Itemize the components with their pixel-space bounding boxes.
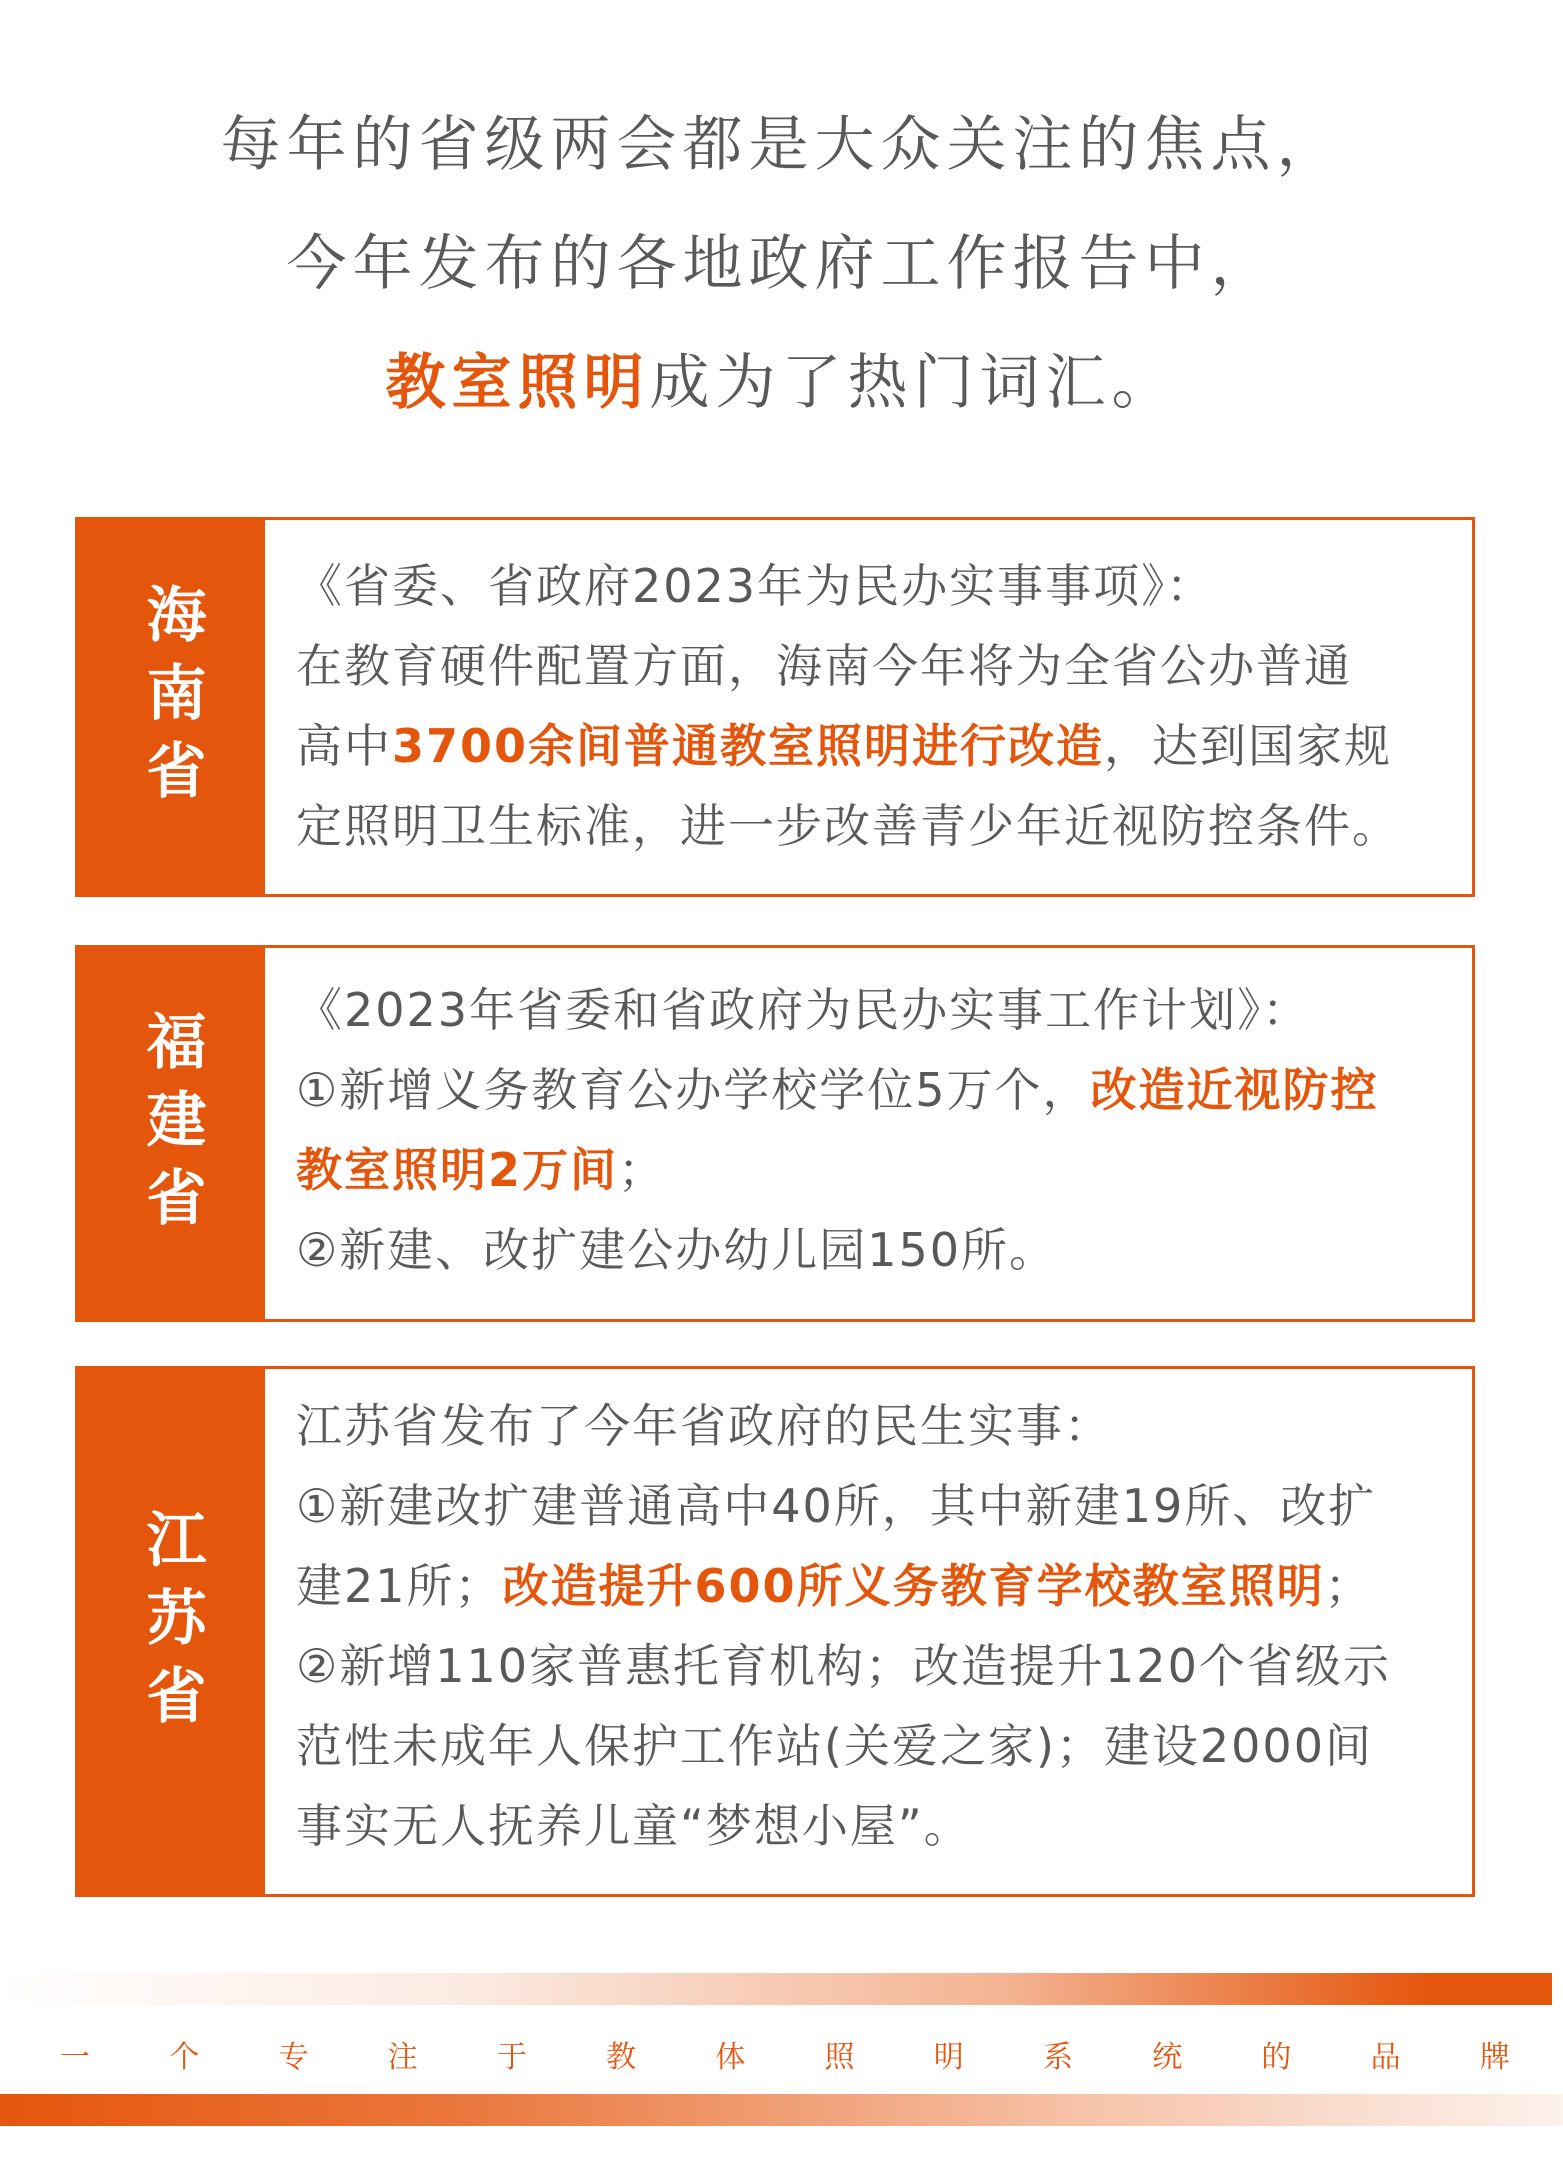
line-text: 定照明卫生标准，进一步改善青少年近视防控条件。 (296, 799, 1400, 853)
card-line (296, 1786, 1448, 1866)
line-text: 高中 (296, 719, 392, 773)
tagline-char: 牌 (1479, 2040, 1510, 2075)
card-line (296, 546, 1448, 626)
province-label (78, 1369, 265, 1894)
card-line (296, 970, 1448, 1050)
line-highlight: 教室照明2万间 (296, 1143, 619, 1197)
tagline-char: 照 (824, 2040, 855, 2075)
card-hainan (75, 517, 1475, 897)
tagline-char: 统 (1152, 2040, 1183, 2075)
line-text: 《省委、省政府2023年为民办实事事项》： (296, 559, 1215, 613)
tagline-char: 明 (933, 2040, 964, 2075)
line-text: 范性未成年人保护工作站(关爱之家)；建设2000间 (296, 1719, 1373, 1773)
headline-line-2: 今年发布的各地政府工作报告中， (286, 229, 1277, 299)
line-text: ②新建、改扩建公办幼儿园150所。 (296, 1223, 1058, 1277)
province-name: 福建省 (136, 1009, 207, 1244)
card-line (296, 1386, 1448, 1466)
card-line (296, 1546, 1448, 1626)
tagline-char: 一 (60, 2040, 90, 2075)
card-line (296, 1130, 1448, 1210)
card-body (296, 1369, 1448, 1866)
province-label (78, 948, 265, 1319)
tagline-char: 注 (387, 2040, 418, 2075)
card-body (296, 948, 1448, 1290)
card-line (296, 1626, 1448, 1706)
tagline-char: 个 (169, 2040, 200, 2075)
line-text: ； (1324, 1559, 1373, 1613)
line-text: 江苏省发布了今年省政府的民生实事： (296, 1399, 1112, 1453)
tagline-char: 于 (496, 2040, 527, 2075)
gradient-bar-bottom (0, 2094, 1563, 2126)
line-highlight: 改造近视防控 (1090, 1063, 1379, 1117)
headline-highlight: 教室照明 (385, 348, 650, 418)
line-text: ，达到国家规 (1104, 719, 1393, 773)
tagline-char: 系 (1042, 2040, 1073, 2075)
brand-tagline (60, 2032, 1510, 2076)
line-text: 建21所； (296, 1559, 503, 1613)
card-jiangsu (75, 1366, 1475, 1897)
card-line (296, 1050, 1448, 1130)
gradient-bar-top (0, 1973, 1552, 2005)
headline-line-3 (0, 343, 1563, 423)
card-line (296, 786, 1448, 866)
line-highlight: 改造提升600所义务教育学校教室照明 (502, 1559, 1325, 1613)
line-text: 《2023年省委和省政府为民办实事工作计划》： (296, 983, 1311, 1037)
line-text: ①新增义务教育公办学校学位5万个， (296, 1063, 1091, 1117)
card-fujian (75, 945, 1475, 1322)
line-text: ； (618, 1143, 667, 1197)
province-name: 海南省 (136, 583, 207, 817)
tagline-char: 专 (278, 2040, 309, 2075)
line-text: ①新建改扩建普通高中40所，其中新建19所、改扩 (296, 1479, 1377, 1533)
headline-rest: 成为了热门词汇。 (649, 348, 1178, 418)
card-line (296, 1210, 1448, 1290)
card-line (296, 1706, 1448, 1786)
province-label (78, 520, 265, 894)
tagline-char: 的 (1261, 2040, 1292, 2075)
line-text: 事实无人抚养儿童“梦想小屋”。 (296, 1799, 972, 1853)
line-text: ②新增110家普惠托育机构；改造提升120个省级示 (296, 1639, 1391, 1693)
tagline-char: 教 (606, 2040, 637, 2075)
line-highlight: 3700余间普通教室照明进行改造 (392, 719, 1105, 773)
card-line (296, 706, 1448, 786)
province-name: 江苏省 (136, 1507, 207, 1742)
tagline-char: 品 (1370, 2040, 1401, 2075)
tagline-char: 体 (715, 2040, 746, 2075)
headline-line-1: 每年的省级两会都是大众关注的焦点， (220, 110, 1343, 180)
card-body (296, 520, 1448, 866)
card-line (296, 1466, 1448, 1546)
card-line (296, 626, 1448, 706)
line-text: 在教育硬件配置方面，海南今年将为全省公办普通 (296, 639, 1352, 693)
